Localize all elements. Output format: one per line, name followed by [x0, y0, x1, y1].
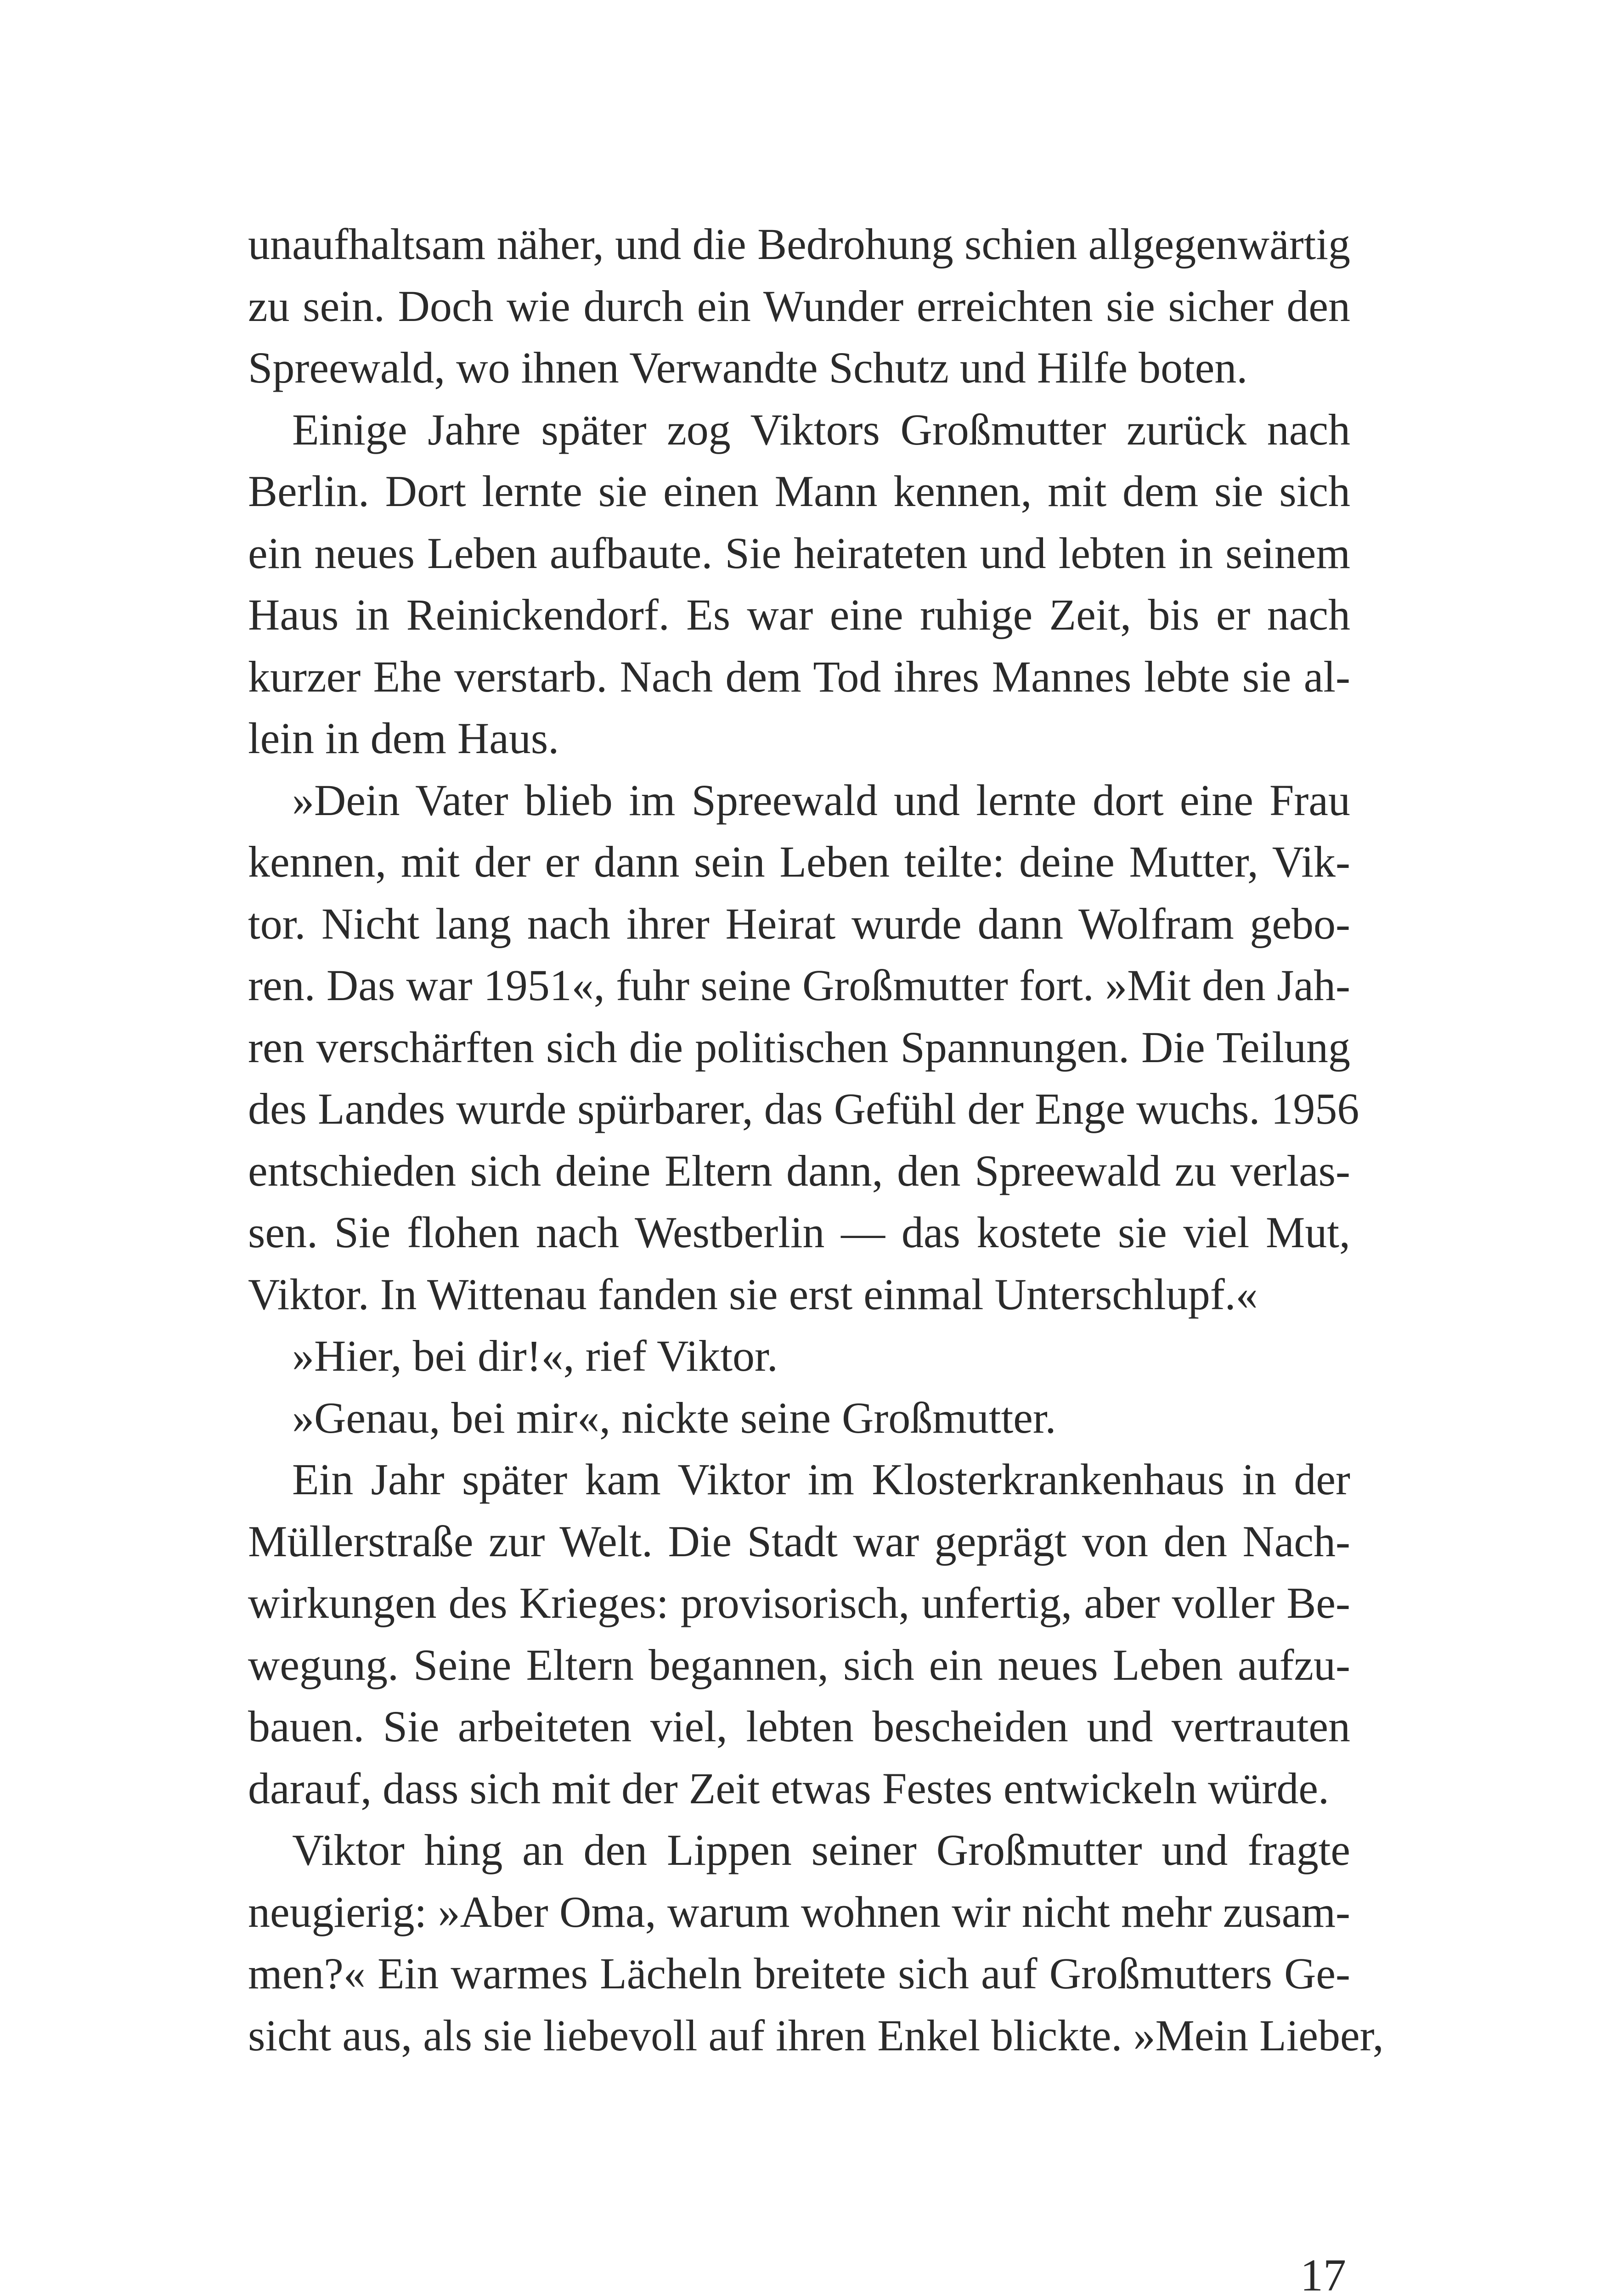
text-line: Viktor hing an den Lippen seiner Großmutter und fragte: [292, 1825, 1350, 1874]
text-line: Viktor. In Wittenau fanden sie erst einmal Unterschlupf.«: [248, 1269, 1258, 1319]
text-line: Haus in Reinickendorf. Es war eine ruhige Zeit, bis er nach: [248, 590, 1350, 639]
text-line: kurzer Ehe verstarb. Nach dem Tod ihres Mannes lebte sie al-: [248, 652, 1350, 701]
text-line: lein in dem Haus.: [248, 714, 559, 763]
text-line: ein neues Leben aufbaute. Sie heirateten und lebten in seinem: [248, 528, 1350, 578]
body-text: [248, 214, 1384, 2066]
text-line: sen. Sie flohen nach Westberlin — das kostete sie viel Mut,: [248, 1208, 1350, 1257]
text-line: »Dein Vater blieb im Spreewald und lernte dort eine Frau: [292, 775, 1350, 825]
text-line: Müllerstraße zur Welt. Die Stadt war geprägt von den Nach-: [248, 1516, 1350, 1566]
text-line: ren verschärften sich die politischen Spannungen. Die Teilung: [248, 1022, 1350, 1072]
text-line: unaufhaltsam näher, und die Bedrohung schien allgegenwärtig: [248, 219, 1350, 269]
text-line: neugierig: »Aber Oma, warum wohnen wir nicht mehr zusam-: [248, 1887, 1350, 1936]
text-line: entschieden sich deine Eltern dann, den Spreewald zu verlas-: [248, 1146, 1350, 1195]
text-line: Berlin. Dort lernte sie einen Mann kennen, mit dem sie sich: [248, 467, 1350, 516]
text-line: »Genau, bei mir«, nickte seine Großmutter.: [292, 1393, 1056, 1442]
text-line: zu sein. Doch wie durch ein Wunder erreichten sie sicher den: [248, 281, 1350, 331]
text-line: men?« Ein warmes Lächeln breitete sich auf Großmutters Ge-: [248, 1949, 1350, 1998]
text-line: »Hier, bei dir!«, rief Viktor.: [292, 1331, 778, 1380]
text-line: Einige Jahre später zog Viktors Großmutter zurück nach: [292, 405, 1350, 454]
text-line: des Landes wurde spürbarer, das Gefühl der Enge wuchs. 1956: [248, 1084, 1359, 1133]
text-line: ren. Das war 1951«, fuhr seine Großmutter fort. »Mit den Jah-: [248, 961, 1350, 1010]
text-line: darauf, dass sich mit der Zeit etwas Festes entwickeln würde.: [248, 1763, 1329, 1813]
text-line: Spreewald, wo ihnen Verwandte Schutz und Hilfe boten.: [248, 343, 1248, 392]
text-line: bauen. Sie arbeiteten viel, lebten bescheiden und vertrauten: [248, 1702, 1350, 1751]
page-number: 17: [1300, 2250, 1346, 2296]
text-line: kennen, mit der er dann sein Leben teilte: deine Mutter, Vik-: [248, 837, 1350, 886]
text-line: wirkungen des Krieges: provisorisch, unfertig, aber voller Be-: [248, 1578, 1350, 1627]
text-line: tor. Nicht lang nach ihrer Heirat wurde dann Wolfram gebo-: [248, 899, 1350, 948]
text-line: wegung. Seine Eltern begannen, sich ein neues Leben aufzu-: [248, 1640, 1350, 1689]
text-line: sicht aus, als sie liebevoll auf ihren Enkel blickte. »Mein Lieber,: [248, 2010, 1384, 2060]
text-line: Ein Jahr später kam Viktor im Klosterkrankenhaus in der: [292, 1455, 1350, 1504]
